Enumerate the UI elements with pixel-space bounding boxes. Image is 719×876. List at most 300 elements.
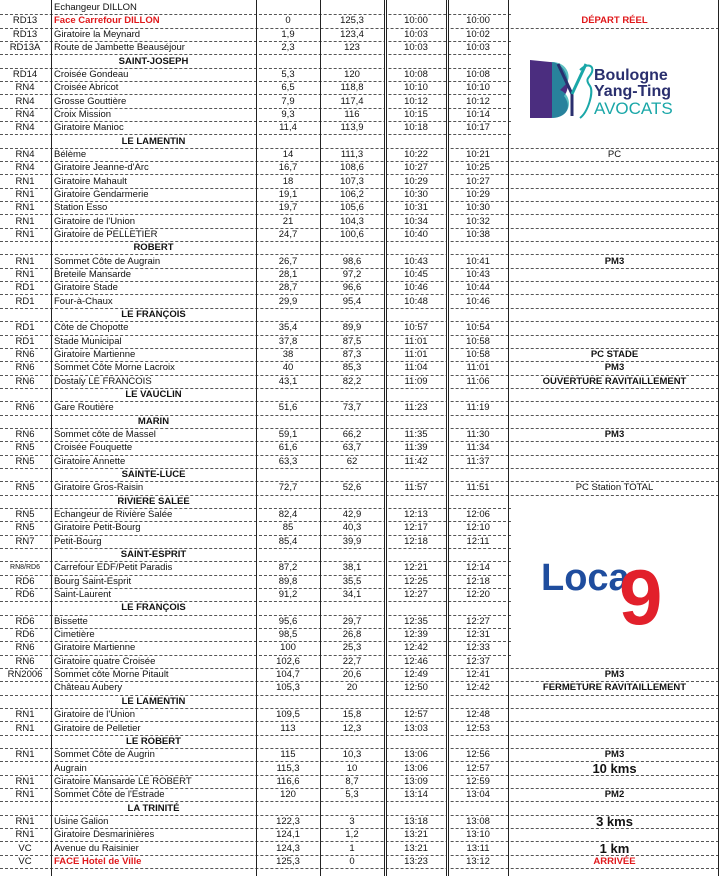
remaining-km-cell: 73,7 bbox=[342, 402, 362, 414]
time-slow-cell: 12:39 bbox=[404, 629, 428, 641]
time-fast-cell: 10:12 bbox=[466, 95, 490, 107]
place-cell: Usine Galion bbox=[54, 815, 109, 827]
remaining-km-cell: 62 bbox=[346, 455, 358, 467]
column-divider bbox=[320, 0, 321, 876]
km-cell: 85,4 bbox=[278, 535, 298, 547]
table-row bbox=[0, 375, 719, 388]
route-cell: RN4 bbox=[15, 162, 35, 174]
route-cell: RN6 bbox=[15, 362, 35, 374]
remaining-km-cell: 1,2 bbox=[345, 829, 359, 841]
time-fast-cell: 12:42 bbox=[466, 682, 490, 694]
km-cell: 9,3 bbox=[281, 108, 295, 120]
place-cell: Giratoire Desmarinières bbox=[54, 829, 155, 841]
place-cell: Giratoire Martienne bbox=[54, 348, 136, 360]
logo-line1: Boulogne bbox=[594, 67, 668, 84]
place-cell: Four-à-Chaux bbox=[54, 295, 113, 307]
section-header bbox=[0, 801, 719, 814]
place-cell: Giratoire Gros-Raisin bbox=[54, 482, 144, 494]
note-cell bbox=[511, 335, 718, 348]
note-cell: DÉPART RÉEL bbox=[581, 15, 648, 27]
remaining-km-cell: 108,6 bbox=[340, 162, 364, 174]
time-slow-cell: 10:43 bbox=[404, 255, 428, 267]
place-cell: Giratoire Martienne bbox=[54, 642, 136, 654]
place-cell: Giratoire de PELLETIER bbox=[54, 228, 158, 240]
route-cell: RD14 bbox=[12, 68, 38, 80]
note-cell bbox=[511, 1, 718, 14]
note-cell bbox=[511, 828, 718, 841]
place-cell: Giratoire Mahault bbox=[54, 175, 127, 187]
place-cell: Croisée Abricot bbox=[54, 82, 119, 94]
time-slow-cell: 13:21 bbox=[404, 842, 428, 854]
remaining-km-cell: 89,9 bbox=[342, 322, 362, 334]
km-cell: 124,3 bbox=[276, 842, 300, 854]
remaining-km-cell: 123 bbox=[344, 42, 360, 54]
place-cell: Giratoire quatre Croisée bbox=[54, 655, 156, 667]
route-cell: RN8/RD6 bbox=[10, 564, 40, 572]
route-cell: RN1 bbox=[15, 829, 35, 841]
section-header bbox=[0, 415, 719, 428]
time-fast-cell: 10:10 bbox=[466, 82, 490, 94]
note-cell: PM3 bbox=[604, 255, 625, 267]
remaining-km-cell: 15,8 bbox=[342, 709, 362, 721]
route-cell: RN5 bbox=[15, 522, 35, 534]
remaining-km-cell: 29,7 bbox=[342, 615, 362, 627]
remaining-km-cell: 10 bbox=[346, 762, 358, 774]
place-cell: Stade Municipal bbox=[54, 335, 122, 347]
time-fast-cell: 12:10 bbox=[466, 522, 490, 534]
remaining-km-cell: 63,7 bbox=[342, 442, 362, 454]
time-fast-cell: 10:08 bbox=[466, 68, 490, 80]
route-cell: RD6 bbox=[15, 575, 35, 587]
remaining-km-cell: 125,3 bbox=[340, 15, 364, 27]
route-cell: RN4 bbox=[15, 122, 35, 134]
time-slow-cell: 10:34 bbox=[404, 215, 428, 227]
table-row bbox=[0, 788, 719, 801]
time-fast-cell: 10:00 bbox=[466, 15, 490, 27]
km-cell: 82,4 bbox=[278, 509, 298, 521]
place-cell: Sommet Côte de Augrin bbox=[54, 749, 155, 761]
place-cell: Sommet Côte de Augrain bbox=[54, 255, 161, 267]
note-cell bbox=[511, 455, 718, 468]
route-cell: RN1 bbox=[15, 175, 35, 187]
table-row bbox=[0, 761, 719, 774]
place-cell: Côte de Chopotte bbox=[54, 322, 129, 334]
remaining-km-cell: 38,1 bbox=[342, 562, 362, 574]
time-slow-cell: 12:50 bbox=[404, 682, 428, 694]
section-header bbox=[0, 388, 719, 401]
time-slow-cell: 11:57 bbox=[404, 482, 428, 494]
time-fast-cell: 12:18 bbox=[466, 575, 490, 587]
place-cell: Echangeur DILLON bbox=[54, 2, 137, 14]
note-cell bbox=[511, 214, 718, 227]
section-title: SAINTE-LUCE bbox=[121, 469, 186, 481]
remaining-km-cell bbox=[321, 1, 383, 14]
km-cell: 122,3 bbox=[276, 815, 300, 827]
loca9-logo bbox=[541, 552, 686, 630]
remaining-km-cell: 82,2 bbox=[342, 375, 362, 387]
time-slow-cell: 11:04 bbox=[404, 362, 428, 374]
table-row bbox=[0, 41, 719, 54]
time-slow-cell: 10:22 bbox=[404, 148, 428, 160]
place-cell: Giratoire de l'Union bbox=[54, 215, 136, 227]
time-slow-cell: 10:46 bbox=[404, 282, 428, 294]
column-divider bbox=[256, 0, 257, 876]
route-cell: RN6 bbox=[15, 655, 35, 667]
table-row bbox=[0, 14, 719, 27]
table-row bbox=[0, 455, 719, 468]
note-cell: PM3 bbox=[604, 362, 625, 374]
note-cell bbox=[511, 708, 718, 721]
section-title: LE LAMENTIN bbox=[121, 695, 186, 707]
km-cell: 19,7 bbox=[278, 202, 298, 214]
route-cell: VC bbox=[18, 855, 32, 867]
time-slow-cell: 13:06 bbox=[404, 749, 428, 761]
table-row bbox=[0, 481, 719, 494]
table-row bbox=[0, 655, 719, 668]
km-cell: 113 bbox=[280, 722, 296, 734]
table-row bbox=[0, 281, 719, 294]
place-cell: Giratoire Jeanne-d'Arc bbox=[54, 162, 149, 174]
remaining-km-cell: 35,5 bbox=[342, 575, 362, 587]
note-cell bbox=[511, 228, 718, 241]
place-cell: Carrefour EDF/Petit Paradis bbox=[54, 562, 173, 574]
time-fast-cell: 12:59 bbox=[466, 775, 490, 787]
time-slow-cell: 10:30 bbox=[404, 188, 428, 200]
time-fast-cell bbox=[449, 1, 507, 14]
table-row bbox=[0, 161, 719, 174]
note-cell bbox=[511, 721, 718, 734]
remaining-km-cell: 98,6 bbox=[342, 255, 362, 267]
place-cell: Route de Jambette Beauséjour bbox=[54, 42, 185, 54]
table-row bbox=[0, 201, 719, 214]
place-cell: Sommet côte de Massel bbox=[54, 429, 156, 441]
note-cell bbox=[511, 268, 718, 281]
km-cell: 16,7 bbox=[278, 162, 298, 174]
time-fast-cell: 12:27 bbox=[466, 615, 490, 627]
time-slow-cell: 10:08 bbox=[404, 68, 428, 80]
section-title: LE FRANÇOIS bbox=[121, 308, 186, 320]
table-row bbox=[0, 188, 719, 201]
note-cell bbox=[511, 641, 718, 654]
time-slow-cell: 11:09 bbox=[404, 375, 428, 387]
remaining-km-cell: 113,9 bbox=[340, 122, 364, 134]
note-cell bbox=[511, 655, 718, 668]
km-cell: 0 bbox=[285, 15, 291, 27]
time-fast-cell: 12:11 bbox=[466, 535, 490, 547]
place-cell: Augrain bbox=[54, 762, 87, 774]
remaining-km-cell: 123,4 bbox=[340, 28, 364, 40]
route-cell: RN1 bbox=[15, 709, 35, 721]
km-cell: 85 bbox=[282, 522, 294, 534]
section-header bbox=[0, 735, 719, 748]
section-header bbox=[0, 695, 719, 708]
time-fast-cell: 12:31 bbox=[466, 629, 490, 641]
time-slow-cell: 13:21 bbox=[404, 829, 428, 841]
remaining-km-cell: 25,3 bbox=[342, 642, 362, 654]
time-slow-cell: 12:13 bbox=[404, 509, 428, 521]
time-fast-cell: 11:37 bbox=[466, 455, 490, 467]
km-cell: 19,1 bbox=[278, 188, 298, 200]
route-cell: RD6 bbox=[15, 629, 35, 641]
time-fast-cell: 11:34 bbox=[466, 442, 490, 454]
time-slow-cell: 11:35 bbox=[404, 429, 428, 441]
time-slow-cell: 10:03 bbox=[404, 42, 428, 54]
time-fast-cell: 10:32 bbox=[466, 215, 490, 227]
route-cell: RN1 bbox=[15, 789, 35, 801]
route-cell: RN4 bbox=[15, 108, 35, 120]
remaining-km-cell: 52,6 bbox=[342, 482, 362, 494]
table-row bbox=[0, 535, 719, 548]
time-slow-cell: 12:35 bbox=[404, 615, 428, 627]
time-fast-cell: 13:11 bbox=[466, 842, 490, 854]
note-cell: 3 kms bbox=[596, 814, 633, 829]
table-row bbox=[0, 681, 719, 694]
place-cell: Bissette bbox=[54, 615, 88, 627]
time-fast-cell: 10:25 bbox=[466, 162, 490, 174]
table-row bbox=[0, 708, 719, 721]
section-header bbox=[0, 468, 719, 481]
time-fast-cell: 11:51 bbox=[466, 482, 490, 494]
km-cell: 2,3 bbox=[281, 42, 295, 54]
time-fast-cell: 10:38 bbox=[466, 228, 490, 240]
time-slow-cell: 11:42 bbox=[404, 455, 428, 467]
section-header bbox=[0, 241, 719, 254]
km-cell: 51,6 bbox=[278, 402, 298, 414]
km-cell: 100 bbox=[280, 642, 296, 654]
note-cell bbox=[511, 161, 718, 174]
route-cell: RN1 bbox=[15, 268, 35, 280]
time-slow-cell: 11:39 bbox=[404, 442, 428, 454]
place-cell: Sommet côte Morne Pitault bbox=[54, 669, 169, 681]
place-cell: Giratoire Manioc bbox=[54, 122, 124, 134]
time-slow-cell: 10:15 bbox=[404, 108, 428, 120]
remaining-km-cell: 34,1 bbox=[342, 589, 362, 601]
time-fast-cell: 10:41 bbox=[466, 255, 490, 267]
column-divider bbox=[384, 0, 387, 876]
note-cell: PM2 bbox=[604, 789, 625, 801]
time-fast-cell: 12:14 bbox=[466, 562, 490, 574]
km-cell: 14 bbox=[282, 148, 294, 160]
remaining-km-cell: 111,3 bbox=[340, 148, 364, 160]
time-slow-cell: 10:29 bbox=[404, 175, 428, 187]
note-cell: 10 kms bbox=[592, 761, 637, 775]
time-fast-cell: 12:48 bbox=[466, 709, 490, 721]
place-cell: Giratoire Gendarmerie bbox=[54, 188, 149, 200]
km-cell: 40 bbox=[282, 362, 294, 374]
note-cell bbox=[511, 441, 718, 454]
time-slow-cell: 12:21 bbox=[404, 562, 428, 574]
boulogne-yang-ting-logo bbox=[528, 56, 698, 124]
table-row bbox=[0, 28, 719, 41]
km-cell: 28,7 bbox=[278, 282, 298, 294]
remaining-km-cell: 20 bbox=[346, 682, 358, 694]
remaining-km-cell: 3 bbox=[349, 815, 355, 827]
time-slow-cell: 13:09 bbox=[404, 775, 428, 787]
note-cell: PM3 bbox=[604, 429, 625, 441]
route-cell bbox=[0, 761, 50, 774]
time-slow-cell: 12:57 bbox=[404, 709, 428, 721]
remaining-km-cell: 120 bbox=[344, 68, 360, 80]
note-cell bbox=[511, 508, 718, 521]
remaining-km-cell: 97,2 bbox=[342, 268, 362, 280]
time-slow-cell: 12:27 bbox=[404, 589, 428, 601]
note-cell bbox=[511, 281, 718, 294]
time-slow-cell: 10:18 bbox=[404, 122, 428, 134]
note-cell bbox=[511, 321, 718, 334]
time-slow-cell: 11:01 bbox=[404, 348, 428, 360]
remaining-km-cell: 22,7 bbox=[342, 655, 362, 667]
table-row bbox=[0, 361, 719, 374]
route-cell: RN1 bbox=[15, 188, 35, 200]
place-cell: Echangeur de Rivière Salée bbox=[54, 509, 173, 521]
remaining-km-cell: 116 bbox=[344, 108, 360, 120]
time-slow-cell: 12:18 bbox=[404, 535, 428, 547]
route-cell: RD6 bbox=[15, 589, 35, 601]
note-cell: PM3 bbox=[604, 749, 625, 761]
km-cell: 102,6 bbox=[276, 655, 300, 667]
place-cell: Giratoire de l'Union bbox=[54, 709, 136, 721]
place-cell: Station Esso bbox=[54, 202, 108, 214]
time-fast-cell: 11:01 bbox=[466, 362, 490, 374]
route-cell: VC bbox=[18, 842, 32, 854]
place-cell: Grosse Gouttière bbox=[54, 95, 127, 107]
remaining-km-cell: 118,8 bbox=[340, 82, 364, 94]
remaining-km-cell: 20,6 bbox=[342, 669, 362, 681]
table-row bbox=[0, 254, 719, 267]
time-fast-cell: 13:10 bbox=[466, 829, 490, 841]
km-cell: 29,9 bbox=[278, 295, 298, 307]
route-cell: RD1 bbox=[15, 295, 35, 307]
table-row bbox=[0, 428, 719, 441]
section-header bbox=[0, 308, 719, 321]
km-cell: 11,4 bbox=[279, 122, 297, 134]
remaining-km-cell: 107,3 bbox=[340, 175, 364, 187]
time-fast-cell: 10:27 bbox=[466, 175, 490, 187]
time-slow-cell: 12:25 bbox=[404, 575, 428, 587]
km-cell: 61,6 bbox=[278, 442, 298, 454]
route-cell: RN6 bbox=[15, 642, 35, 654]
route-cell: RN1 bbox=[15, 215, 35, 227]
time-fast-cell: 12:41 bbox=[466, 669, 490, 681]
section-title: MARIN bbox=[137, 415, 170, 427]
remaining-km-cell: 106,2 bbox=[340, 188, 364, 200]
km-cell: 115,3 bbox=[276, 762, 300, 774]
note-cell bbox=[511, 294, 718, 307]
km-cell: 35,4 bbox=[278, 322, 298, 334]
time-fast-cell: 13:04 bbox=[466, 789, 490, 801]
section-title: LE LAMENTIN bbox=[121, 135, 186, 147]
table-row bbox=[0, 348, 719, 361]
route-cell: RN1 bbox=[15, 228, 35, 240]
place-cell: FACE Hotel de Ville bbox=[54, 855, 142, 867]
time-slow-cell bbox=[387, 1, 445, 14]
remaining-km-cell: 5,3 bbox=[345, 789, 359, 801]
time-fast-cell: 12:37 bbox=[466, 655, 490, 667]
logo-loca-word: Loca bbox=[541, 557, 630, 599]
table-row bbox=[0, 174, 719, 187]
place-cell: Saint-Laurent bbox=[54, 589, 112, 601]
section-title: LE ROBERT bbox=[126, 735, 181, 747]
route-cell: RD13 bbox=[12, 28, 38, 40]
section-title: SAINT-JOSEPH bbox=[118, 55, 189, 67]
table-row bbox=[0, 668, 719, 681]
route-cell: RD13A bbox=[9, 42, 41, 54]
route-cell: RN6 bbox=[15, 402, 35, 414]
km-cell: 116,6 bbox=[276, 775, 300, 787]
note-cell: FERMETURE RAVITAILLEMENT bbox=[542, 682, 687, 694]
section-title: SAINT-ESPRIT bbox=[120, 549, 187, 561]
place-cell: Giratoire la Meynard bbox=[54, 28, 141, 40]
logo-loca-digit: 9 bbox=[619, 553, 663, 630]
place-cell: Giratoire Mansarde LE ROBERT bbox=[54, 775, 192, 787]
km-cell: 1,9 bbox=[281, 28, 295, 40]
km-cell: 24,7 bbox=[278, 228, 298, 240]
remaining-km-cell: 12,3 bbox=[342, 722, 362, 734]
time-fast-cell: 10:21 bbox=[466, 148, 490, 160]
remaining-km-cell: 95,4 bbox=[342, 295, 362, 307]
table-row bbox=[0, 721, 719, 734]
km-cell: 72,7 bbox=[278, 482, 298, 494]
route-cell: RN6 bbox=[15, 348, 35, 360]
route-cell: RN1 bbox=[15, 749, 35, 761]
time-slow-cell: 10:10 bbox=[404, 82, 428, 94]
km-cell: 104,7 bbox=[276, 669, 300, 681]
section-header bbox=[0, 134, 719, 147]
remaining-km-cell: 10,3 bbox=[342, 749, 362, 761]
km-cell: 124,1 bbox=[276, 829, 300, 841]
route-cell: RN5 bbox=[15, 442, 35, 454]
column-divider bbox=[508, 0, 509, 876]
remaining-km-cell: 87,3 bbox=[342, 348, 362, 360]
note-cell: PC STADE bbox=[590, 348, 639, 360]
route-cell: RD1 bbox=[15, 282, 35, 294]
remaining-km-cell: 40,3 bbox=[342, 522, 362, 534]
time-slow-cell: 12:46 bbox=[404, 655, 428, 667]
km-cell: 37,8 bbox=[278, 335, 298, 347]
time-fast-cell: 10:03 bbox=[466, 42, 490, 54]
time-slow-cell: 13:18 bbox=[404, 815, 428, 827]
section-title: LE FRANÇOIS bbox=[121, 602, 186, 614]
time-fast-cell: 10:43 bbox=[466, 268, 490, 280]
route-cell: RN4 bbox=[15, 148, 35, 160]
route-cell: RN4 bbox=[15, 95, 35, 107]
remaining-km-cell: 104,3 bbox=[340, 215, 364, 227]
table-row bbox=[0, 441, 719, 454]
place-cell: Sommet Côte Morne Lacroix bbox=[54, 362, 175, 374]
time-fast-cell: 11:30 bbox=[466, 429, 490, 441]
route-cell: RN1 bbox=[15, 815, 35, 827]
table-row bbox=[0, 335, 719, 348]
km-cell: 7,9 bbox=[281, 95, 295, 107]
section-title: RIVIERE SALEE bbox=[117, 495, 190, 507]
time-slow-cell: 11:23 bbox=[404, 402, 428, 414]
time-fast-cell: 11:06 bbox=[466, 375, 490, 387]
route-cell: RD1 bbox=[15, 322, 35, 334]
remaining-km-cell: 39,9 bbox=[342, 535, 362, 547]
section-title: LE VAUCLIN bbox=[125, 389, 182, 401]
route-cell: RN1 bbox=[15, 255, 35, 267]
place-cell: Petit-Bourg bbox=[54, 535, 102, 547]
remaining-km-cell: 0 bbox=[349, 855, 355, 867]
note-cell: PM3 bbox=[604, 669, 625, 681]
column-divider bbox=[51, 0, 52, 876]
route-cell: RN5 bbox=[15, 455, 35, 467]
route-cell: RN6 bbox=[15, 429, 35, 441]
time-fast-cell: 10:17 bbox=[466, 122, 490, 134]
time-fast-cell: 10:29 bbox=[466, 188, 490, 200]
km-cell: 59,1 bbox=[278, 429, 298, 441]
note-cell: PC Station TOTAL bbox=[575, 482, 654, 494]
